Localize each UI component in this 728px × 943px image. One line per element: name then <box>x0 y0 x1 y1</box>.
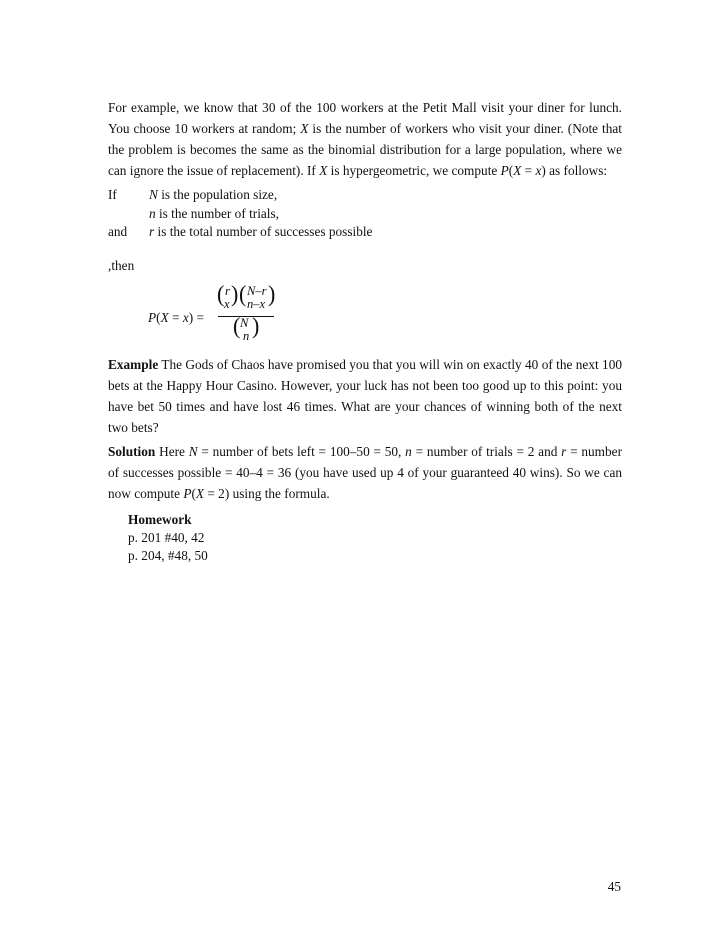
binom-bottom: n <box>243 329 250 343</box>
solution-text: ( <box>191 486 196 501</box>
left-paren-icon: ( <box>217 280 225 307</box>
var-X: X <box>195 486 205 501</box>
binom-top: N–r <box>247 284 267 298</box>
right-paren-icon: ) <box>268 280 276 307</box>
definition-r-text: is the total number of successes possible <box>154 224 373 239</box>
then-label: ,then <box>108 258 135 273</box>
formula-equals: = <box>168 310 183 325</box>
example-label: Example <box>108 357 159 372</box>
var-N: N <box>149 187 158 202</box>
intro-text-5: = <box>521 163 536 178</box>
var-X: X <box>319 163 328 178</box>
var-X: X <box>160 310 169 325</box>
right-paren-icon: ) <box>231 280 239 307</box>
right-paren-icon: ) <box>252 312 260 339</box>
example-text: The Gods of Chaos have promised you that you will win on exactly 40 of the next 100 bets at the Happy Hour Casino. However, your luck has not been too good up to this point: you have bet 50 times and have lost 46 times. What are your chances of winning both of the next two bets? <box>108 357 622 435</box>
var-n: n <box>405 444 412 459</box>
intro-text-4: ( <box>508 163 514 178</box>
homework-title: Homework <box>128 512 192 527</box>
and-label: and <box>108 224 128 239</box>
solution-label: Solution <box>108 444 156 459</box>
var-x: x <box>182 310 189 325</box>
var-P: P <box>183 486 192 501</box>
var-x: x <box>535 163 542 178</box>
intro-paragraph <box>108 97 622 181</box>
solution-text: = 2) using the formula. <box>204 486 330 501</box>
solution-text: = number of bets left = 100–50 = 50, <box>197 444 406 459</box>
binom-top: N <box>240 316 249 330</box>
intro-text-1: For example, we know that 30 of the 100 workers at the Petit Mall visit your diner for lunch. You choose 10 workers at random; <box>108 100 622 136</box>
var-P: P <box>500 163 509 178</box>
var-N: N <box>188 444 198 459</box>
var-P: P <box>148 310 157 325</box>
solution-text: = number of trials = 2 and <box>411 444 562 459</box>
formula-lhs <box>148 307 204 328</box>
binom-bottom: x <box>224 297 230 311</box>
intro-text-6: ) as follows: <box>541 163 608 178</box>
left-paren-icon: ( <box>233 312 241 339</box>
binom-bottom: n–x <box>247 297 266 311</box>
example-paragraph <box>108 354 622 438</box>
var-X: X <box>513 163 522 178</box>
var-r: r <box>561 444 567 459</box>
definition-N-text: is the population size, <box>157 187 278 202</box>
binom-top: r <box>225 284 230 298</box>
formula-paren: ( <box>156 310 161 325</box>
definition-n-text: is the number of trials, <box>155 206 279 221</box>
page-number: 45 <box>607 879 621 894</box>
intro-text-2: is the number of workers who visit your diner. (Note that the problem is becomes the same as the binomial distribution for a large population, where we can ignore the issue of replacement). If <box>108 121 622 178</box>
homework-line-2: p. 204, #48, 50 <box>128 548 208 563</box>
var-r: r <box>149 224 155 239</box>
left-paren-icon: ( <box>239 280 247 307</box>
solution-text: Here <box>155 444 189 459</box>
var-X: X <box>300 121 309 136</box>
definition-r <box>149 221 372 242</box>
var-n: n <box>149 206 156 221</box>
solution-text: = number of successes possible = 40–4 = 36 (you have used up 4 of your guaranteed 40 wins). So we can now compute <box>108 444 623 501</box>
intro-text-3: is hypergeometric, we compute <box>327 163 501 178</box>
definition-N <box>149 184 277 205</box>
solution-paragraph <box>108 441 622 504</box>
formula-close: ) = <box>188 310 205 325</box>
homework-line-1: p. 201 #40, 42 <box>128 530 205 545</box>
if-label: If <box>108 187 117 202</box>
